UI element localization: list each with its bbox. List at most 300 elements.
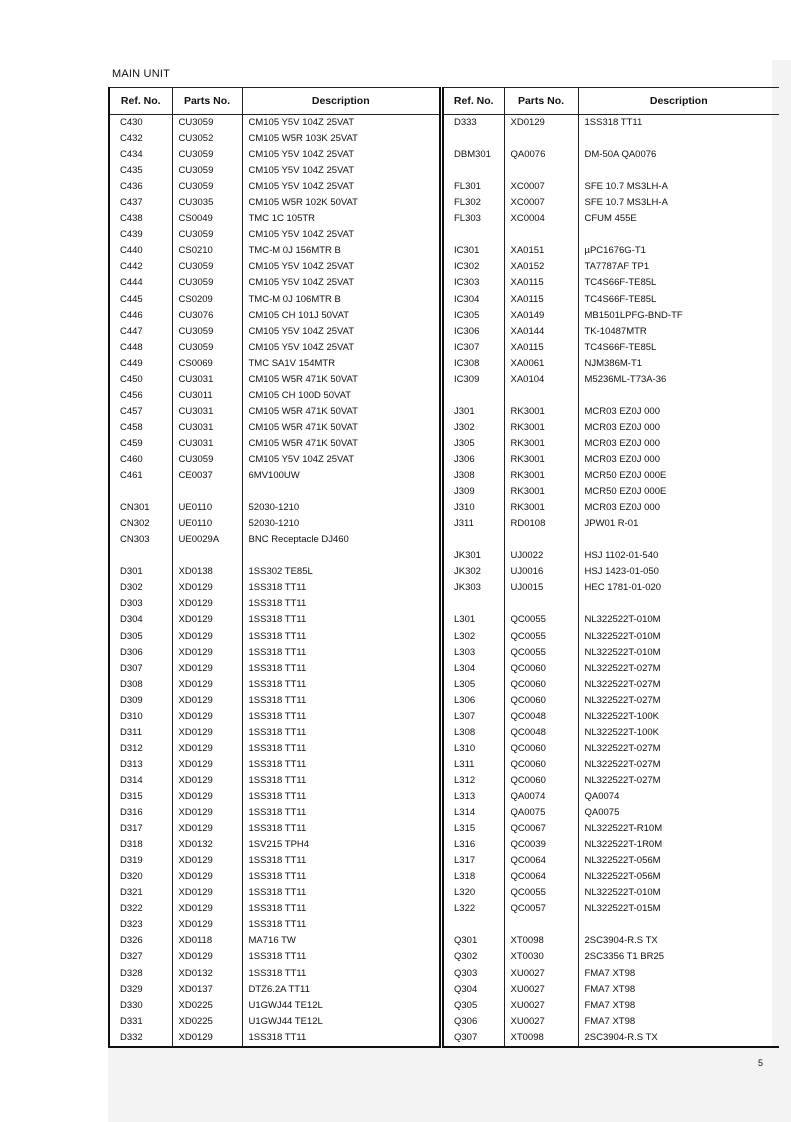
cell-ref-no: C461 — [109, 468, 172, 484]
cell-ref-no: D330 — [109, 998, 172, 1014]
cell-parts-no: XD0129 — [172, 677, 242, 693]
cell-parts-no: QC0060 — [504, 741, 578, 757]
cell-parts-no: QC0064 — [504, 869, 578, 885]
cell-parts-no: XD0129 — [172, 596, 242, 612]
cell-ref-no: D306 — [109, 645, 172, 661]
table-row — [109, 356, 440, 372]
cell-ref-no: Q307 — [443, 1030, 504, 1047]
cell-parts-no: XC0007 — [504, 195, 578, 211]
cell-parts-no: XD0129 — [172, 917, 242, 933]
cell-description: NL322522T-056M — [578, 853, 779, 869]
cell-description: QA0075 — [578, 805, 779, 821]
cell-ref-no: L303 — [443, 645, 504, 661]
cell-parts-no: XD0129 — [504, 115, 578, 132]
cell-description: U1GWJ44 TE12L — [242, 998, 440, 1014]
cell-parts-no: RK3001 — [504, 468, 578, 484]
cell-ref-no: C446 — [109, 308, 172, 324]
cell-description: NL322522T-010M — [578, 885, 779, 901]
table-row — [443, 227, 779, 243]
table-row — [443, 147, 779, 163]
table-row — [109, 949, 440, 965]
cell-description: CM105 Y5V 104Z 25VAT — [242, 147, 440, 163]
cell-parts-no: XU0027 — [504, 1014, 578, 1030]
cell-description: 6MV100UW — [242, 468, 440, 484]
header-ref-no: Ref. No. — [443, 88, 504, 115]
cell-ref-no: DBM301 — [443, 147, 504, 163]
cell-ref-no: FL301 — [443, 179, 504, 195]
cell-ref-no: J310 — [443, 500, 504, 516]
cell-description: MCR03 EZ0J 000 — [578, 500, 779, 516]
table-row — [443, 725, 779, 741]
cell-parts-no: XD0129 — [172, 725, 242, 741]
cell-parts-no: XD0225 — [172, 998, 242, 1014]
cell-description: TMC SA1V 154MTR — [242, 356, 440, 372]
table-row — [109, 131, 440, 147]
cell-description: 1SS318 TT11 — [242, 885, 440, 901]
cell-ref-no: D320 — [109, 869, 172, 885]
table-row — [443, 1014, 779, 1030]
cell-parts-no: XC0004 — [504, 211, 578, 227]
table-row — [443, 259, 779, 275]
table-row — [109, 227, 440, 243]
cell-parts-no: QC0048 — [504, 709, 578, 725]
table-row — [109, 709, 440, 725]
table-row — [109, 821, 440, 837]
table-row — [443, 131, 779, 147]
cell-description: FMA7 XT98 — [578, 982, 779, 998]
cell-parts-no: XU0027 — [504, 998, 578, 1014]
cell-parts-no: CS0209 — [172, 292, 242, 308]
cell-ref-no: D307 — [109, 661, 172, 677]
table-row — [443, 420, 779, 436]
cell-ref-no: C430 — [109, 115, 172, 132]
cell-parts-no: CS0069 — [172, 356, 242, 372]
cell-ref-no: C444 — [109, 275, 172, 291]
table-row — [443, 677, 779, 693]
cell-ref-no: C448 — [109, 340, 172, 356]
table-row — [443, 243, 779, 259]
cell-description: CM105 Y5V 104Z 25VAT — [242, 227, 440, 243]
cell-ref-no: J308 — [443, 468, 504, 484]
cell-ref-no: IC308 — [443, 356, 504, 372]
cell-ref-no: D331 — [109, 1014, 172, 1030]
cell-parts-no: QC0064 — [504, 853, 578, 869]
table-row — [443, 163, 779, 179]
cell-ref-no: J305 — [443, 436, 504, 452]
cell-parts-no: UJ0015 — [504, 580, 578, 596]
header-parts-no: Parts No. — [172, 88, 242, 115]
cell-description: HSJ 1102-01-540 — [578, 548, 779, 564]
cell-ref-no: IC309 — [443, 372, 504, 388]
section-title: MAIN UNIT — [112, 68, 171, 80]
cell-parts-no: XD0129 — [172, 805, 242, 821]
cell-description: MCR50 EZ0J 000E — [578, 468, 779, 484]
cell-ref-no: L308 — [443, 725, 504, 741]
cell-parts-no: XC0007 — [504, 179, 578, 195]
cell-parts-no — [504, 917, 578, 933]
cell-description: NL322522T-010M — [578, 629, 779, 645]
table-row — [109, 901, 440, 917]
cell-ref-no: L313 — [443, 789, 504, 805]
cell-description: 1SS318 TT11 — [242, 661, 440, 677]
cell-description: QA0074 — [578, 789, 779, 805]
cell-description: FMA7 XT98 — [578, 965, 779, 981]
cell-ref-no: C434 — [109, 147, 172, 163]
cell-description — [578, 163, 779, 179]
table-row — [109, 917, 440, 933]
cell-parts-no: QC0060 — [504, 773, 578, 789]
cell-description — [578, 596, 779, 612]
cell-ref-no: D318 — [109, 837, 172, 853]
cell-ref-no: L322 — [443, 901, 504, 917]
cell-description: 1SS318 TT11 — [242, 580, 440, 596]
cell-description: 1SS302 TE85L — [242, 564, 440, 580]
cell-ref-no: D305 — [109, 629, 172, 645]
cell-description: MA716 TW — [242, 933, 440, 949]
cell-description: 1SS318 TT11 — [242, 965, 440, 981]
header-ref-no: Ref. No. — [109, 88, 172, 115]
table-row — [443, 340, 779, 356]
cell-ref-no: D313 — [109, 757, 172, 773]
cell-description: 2SC3904-R.S TX — [578, 1030, 779, 1047]
cell-parts-no: QC0060 — [504, 757, 578, 773]
table-row — [443, 949, 779, 965]
cell-description: NL322522T-027M — [578, 661, 779, 677]
cell-description — [242, 548, 440, 564]
table-row — [443, 612, 779, 628]
cell-parts-no: CU3059 — [172, 147, 242, 163]
cell-parts-no: CU3076 — [172, 308, 242, 324]
cell-parts-no: RK3001 — [504, 436, 578, 452]
cell-parts-no: CU3059 — [172, 179, 242, 195]
table-row — [109, 340, 440, 356]
cell-description: 1SS318 TT11 — [242, 693, 440, 709]
table-row — [443, 452, 779, 468]
table-row — [443, 596, 779, 612]
cell-description: MCR03 EZ0J 000 — [578, 436, 779, 452]
table-row — [109, 468, 440, 484]
parts-table-right-body — [443, 115, 779, 1047]
table-row — [109, 885, 440, 901]
table-header-row — [109, 88, 440, 115]
cell-parts-no: UE0110 — [172, 500, 242, 516]
cell-description: 1SS318 TT11 — [242, 853, 440, 869]
cell-ref-no: C439 — [109, 227, 172, 243]
cell-description: TMC 1C 105TR — [242, 211, 440, 227]
cell-ref-no — [443, 917, 504, 933]
cell-ref-no: C456 — [109, 388, 172, 404]
table-row — [443, 982, 779, 998]
cell-ref-no: D317 — [109, 821, 172, 837]
cell-ref-no: C438 — [109, 211, 172, 227]
table-row — [443, 998, 779, 1014]
table-row — [109, 115, 440, 132]
cell-description: 1SS318 TT11 — [242, 709, 440, 725]
table-row — [443, 933, 779, 949]
cell-parts-no: RK3001 — [504, 404, 578, 420]
cell-description: CM105 Y5V 104Z 25VAT — [242, 275, 440, 291]
table-row — [443, 484, 779, 500]
cell-description: 1SV215 TPH4 — [242, 837, 440, 853]
cell-parts-no: XD0129 — [172, 869, 242, 885]
table-row — [109, 661, 440, 677]
cell-ref-no — [443, 596, 504, 612]
cell-description: NL322522T-010M — [578, 645, 779, 661]
cell-description: 1SS318 TT11 — [242, 596, 440, 612]
cell-ref-no: J302 — [443, 420, 504, 436]
cell-ref-no: L314 — [443, 805, 504, 821]
cell-description: NL322522T-015M — [578, 901, 779, 917]
cell-ref-no: D327 — [109, 949, 172, 965]
table-row — [109, 677, 440, 693]
table-row — [443, 308, 779, 324]
cell-description: NL322522T-027M — [578, 757, 779, 773]
cell-ref-no: FL302 — [443, 195, 504, 211]
cell-description: FMA7 XT98 — [578, 998, 779, 1014]
table-row — [443, 324, 779, 340]
cell-ref-no: D332 — [109, 1030, 172, 1047]
cell-description: MCR03 EZ0J 000 — [578, 404, 779, 420]
cell-description: 1SS318 TT11 — [242, 629, 440, 645]
cell-description: 1SS318 TT11 — [242, 805, 440, 821]
cell-description: JPW01 R-01 — [578, 516, 779, 532]
cell-parts-no: XA0061 — [504, 356, 578, 372]
cell-description: CM105 W5R 471K 50VAT — [242, 404, 440, 420]
cell-parts-no: XA0152 — [504, 259, 578, 275]
cell-description: CM105 Y5V 104Z 25VAT — [242, 340, 440, 356]
table-row — [109, 596, 440, 612]
cell-parts-no: XD0129 — [172, 821, 242, 837]
cell-ref-no: FL303 — [443, 211, 504, 227]
table-row — [443, 404, 779, 420]
table-row — [109, 933, 440, 949]
cell-ref-no: L310 — [443, 741, 504, 757]
cell-parts-no: XU0027 — [504, 982, 578, 998]
cell-parts-no: QC0055 — [504, 645, 578, 661]
table-row — [443, 645, 779, 661]
cell-description: M5236ML-T73A-36 — [578, 372, 779, 388]
table-row — [443, 516, 779, 532]
cell-description: 1SS318 TT11 — [242, 869, 440, 885]
header-description: Description — [578, 88, 779, 115]
cell-description: NJM386M-T1 — [578, 356, 779, 372]
cell-parts-no: CU3059 — [172, 227, 242, 243]
cell-ref-no: JK302 — [443, 564, 504, 580]
table-row — [109, 564, 440, 580]
cell-parts-no: XD0129 — [172, 773, 242, 789]
table-row — [109, 741, 440, 757]
cell-parts-no: XT0030 — [504, 949, 578, 965]
table-row — [443, 500, 779, 516]
table-row — [109, 516, 440, 532]
cell-parts-no: XD0129 — [172, 1030, 242, 1047]
table-row — [443, 179, 779, 195]
parts-table-left — [108, 87, 441, 1048]
cell-description: TMC-M 0J 106MTR B — [242, 292, 440, 308]
cell-parts-no: CU3059 — [172, 324, 242, 340]
cell-parts-no: CU3059 — [172, 115, 242, 132]
cell-parts-no: XA0115 — [504, 275, 578, 291]
cell-parts-no: XT0098 — [504, 1030, 578, 1047]
cell-ref-no: Q301 — [443, 933, 504, 949]
cell-parts-no: XA0144 — [504, 324, 578, 340]
table-row — [443, 709, 779, 725]
cell-ref-no: IC305 — [443, 308, 504, 324]
cell-parts-no: QC0048 — [504, 725, 578, 741]
header-description: Description — [242, 88, 440, 115]
cell-description: NL322522T-R10M — [578, 821, 779, 837]
cell-ref-no — [443, 163, 504, 179]
cell-description: 1SS318 TT11 — [578, 115, 779, 132]
table-row — [109, 436, 440, 452]
cell-ref-no: C437 — [109, 195, 172, 211]
table-row — [109, 693, 440, 709]
cell-description: NL322522T-100K — [578, 709, 779, 725]
cell-parts-no: QA0075 — [504, 805, 578, 821]
cell-description: CM105 W5R 471K 50VAT — [242, 436, 440, 452]
cell-parts-no: XA0104 — [504, 372, 578, 388]
cell-ref-no: Q305 — [443, 998, 504, 1014]
cell-description: 1SS318 TT11 — [242, 757, 440, 773]
cell-description: NL322522T-100K — [578, 725, 779, 741]
table-row — [109, 275, 440, 291]
table-row — [109, 404, 440, 420]
cell-ref-no: J301 — [443, 404, 504, 420]
cell-ref-no: IC302 — [443, 259, 504, 275]
cell-parts-no: CU3031 — [172, 404, 242, 420]
table-row — [109, 500, 440, 516]
table-row — [109, 308, 440, 324]
table-row — [109, 998, 440, 1014]
cell-parts-no — [504, 532, 578, 548]
table-row — [443, 275, 779, 291]
cell-description: NL322522T-027M — [578, 773, 779, 789]
cell-description: 1SS318 TT11 — [242, 917, 440, 933]
cell-description: NL322522T-027M — [578, 693, 779, 709]
cell-description: CM105 W5R 471K 50VAT — [242, 420, 440, 436]
cell-description: CM105 Y5V 104Z 25VAT — [242, 259, 440, 275]
parts-table-right — [442, 87, 779, 1048]
table-row — [109, 725, 440, 741]
cell-description: HSJ 1423-01-050 — [578, 564, 779, 580]
cell-parts-no: CU3031 — [172, 436, 242, 452]
cell-parts-no: CU3031 — [172, 420, 242, 436]
cell-description: 1SS318 TT11 — [242, 741, 440, 757]
cell-description: 1SS318 TT11 — [242, 645, 440, 661]
cell-parts-no: RK3001 — [504, 484, 578, 500]
cell-parts-no: RK3001 — [504, 452, 578, 468]
cell-parts-no: XD0129 — [172, 580, 242, 596]
cell-parts-no: XU0027 — [504, 965, 578, 981]
cell-parts-no: CS0210 — [172, 243, 242, 259]
cell-parts-no — [172, 484, 242, 500]
table-row — [109, 1030, 440, 1047]
cell-ref-no: J309 — [443, 484, 504, 500]
cell-description: 1SS318 TT11 — [242, 725, 440, 741]
cell-ref-no: C450 — [109, 372, 172, 388]
header-parts-no: Parts No. — [504, 88, 578, 115]
cell-ref-no: D303 — [109, 596, 172, 612]
cell-ref-no — [443, 532, 504, 548]
cell-ref-no: L307 — [443, 709, 504, 725]
table-row — [443, 869, 779, 885]
cell-description: TMC-M 0J 156MTR B — [242, 243, 440, 259]
cell-parts-no: QC0055 — [504, 629, 578, 645]
cell-parts-no: XD0129 — [172, 741, 242, 757]
cell-ref-no: L306 — [443, 693, 504, 709]
cell-description: 1SS318 TT11 — [242, 612, 440, 628]
table-row — [443, 757, 779, 773]
cell-ref-no: JK303 — [443, 580, 504, 596]
table-row — [109, 1014, 440, 1030]
cell-parts-no: QC0060 — [504, 661, 578, 677]
cell-ref-no: D304 — [109, 612, 172, 628]
cell-parts-no: QC0060 — [504, 677, 578, 693]
cell-parts-no: RD0108 — [504, 516, 578, 532]
cell-parts-no: XD0129 — [172, 709, 242, 725]
cell-parts-no: CU3059 — [172, 259, 242, 275]
cell-parts-no: XD0129 — [172, 789, 242, 805]
table-row — [109, 292, 440, 308]
cell-description: CM105 W5R 102K 50VAT — [242, 195, 440, 211]
cell-parts-no — [504, 596, 578, 612]
cell-parts-no — [504, 388, 578, 404]
cell-parts-no: XD0129 — [172, 853, 242, 869]
cell-parts-no: CU3052 — [172, 131, 242, 147]
cell-ref-no: CN303 — [109, 532, 172, 548]
table-row — [109, 548, 440, 564]
cell-ref-no: CN302 — [109, 516, 172, 532]
cell-description: BNC Receptacle DJ460 — [242, 532, 440, 548]
cell-description: CM105 CH 100D 50VAT — [242, 388, 440, 404]
cell-parts-no: CU3059 — [172, 340, 242, 356]
cell-ref-no: L305 — [443, 677, 504, 693]
cell-parts-no: XD0118 — [172, 933, 242, 949]
cell-ref-no: D308 — [109, 677, 172, 693]
cell-description: 1SS318 TT11 — [242, 677, 440, 693]
cell-description: 1SS318 TT11 — [242, 821, 440, 837]
cell-parts-no: CE0037 — [172, 468, 242, 484]
table-row — [443, 821, 779, 837]
cell-description: 1SS318 TT11 — [242, 773, 440, 789]
cell-description: CM105 W5R 103K 25VAT — [242, 131, 440, 147]
cell-description: CM105 Y5V 104Z 25VAT — [242, 179, 440, 195]
cell-description: CM105 Y5V 104Z 25VAT — [242, 452, 440, 468]
cell-description: U1GWJ44 TE12L — [242, 1014, 440, 1030]
cell-description: DTZ6.2A TT11 — [242, 982, 440, 998]
cell-ref-no: D309 — [109, 693, 172, 709]
cell-parts-no: CU3035 — [172, 195, 242, 211]
cell-parts-no: QC0055 — [504, 612, 578, 628]
cell-parts-no: XD0129 — [172, 629, 242, 645]
cell-ref-no: D310 — [109, 709, 172, 725]
table-row — [109, 372, 440, 388]
cell-ref-no: C442 — [109, 259, 172, 275]
cell-parts-no: XD0132 — [172, 965, 242, 981]
cell-parts-no — [504, 131, 578, 147]
cell-ref-no: C445 — [109, 292, 172, 308]
table-row — [443, 580, 779, 596]
cell-ref-no: C440 — [109, 243, 172, 259]
cell-description — [242, 484, 440, 500]
table-row — [443, 741, 779, 757]
cell-description: MCR03 EZ0J 000 — [578, 452, 779, 468]
cell-description: 1SS318 TT11 — [242, 949, 440, 965]
cell-ref-no: L304 — [443, 661, 504, 677]
table-row — [443, 837, 779, 853]
cell-parts-no: XD0129 — [172, 612, 242, 628]
cell-ref-no: D302 — [109, 580, 172, 596]
